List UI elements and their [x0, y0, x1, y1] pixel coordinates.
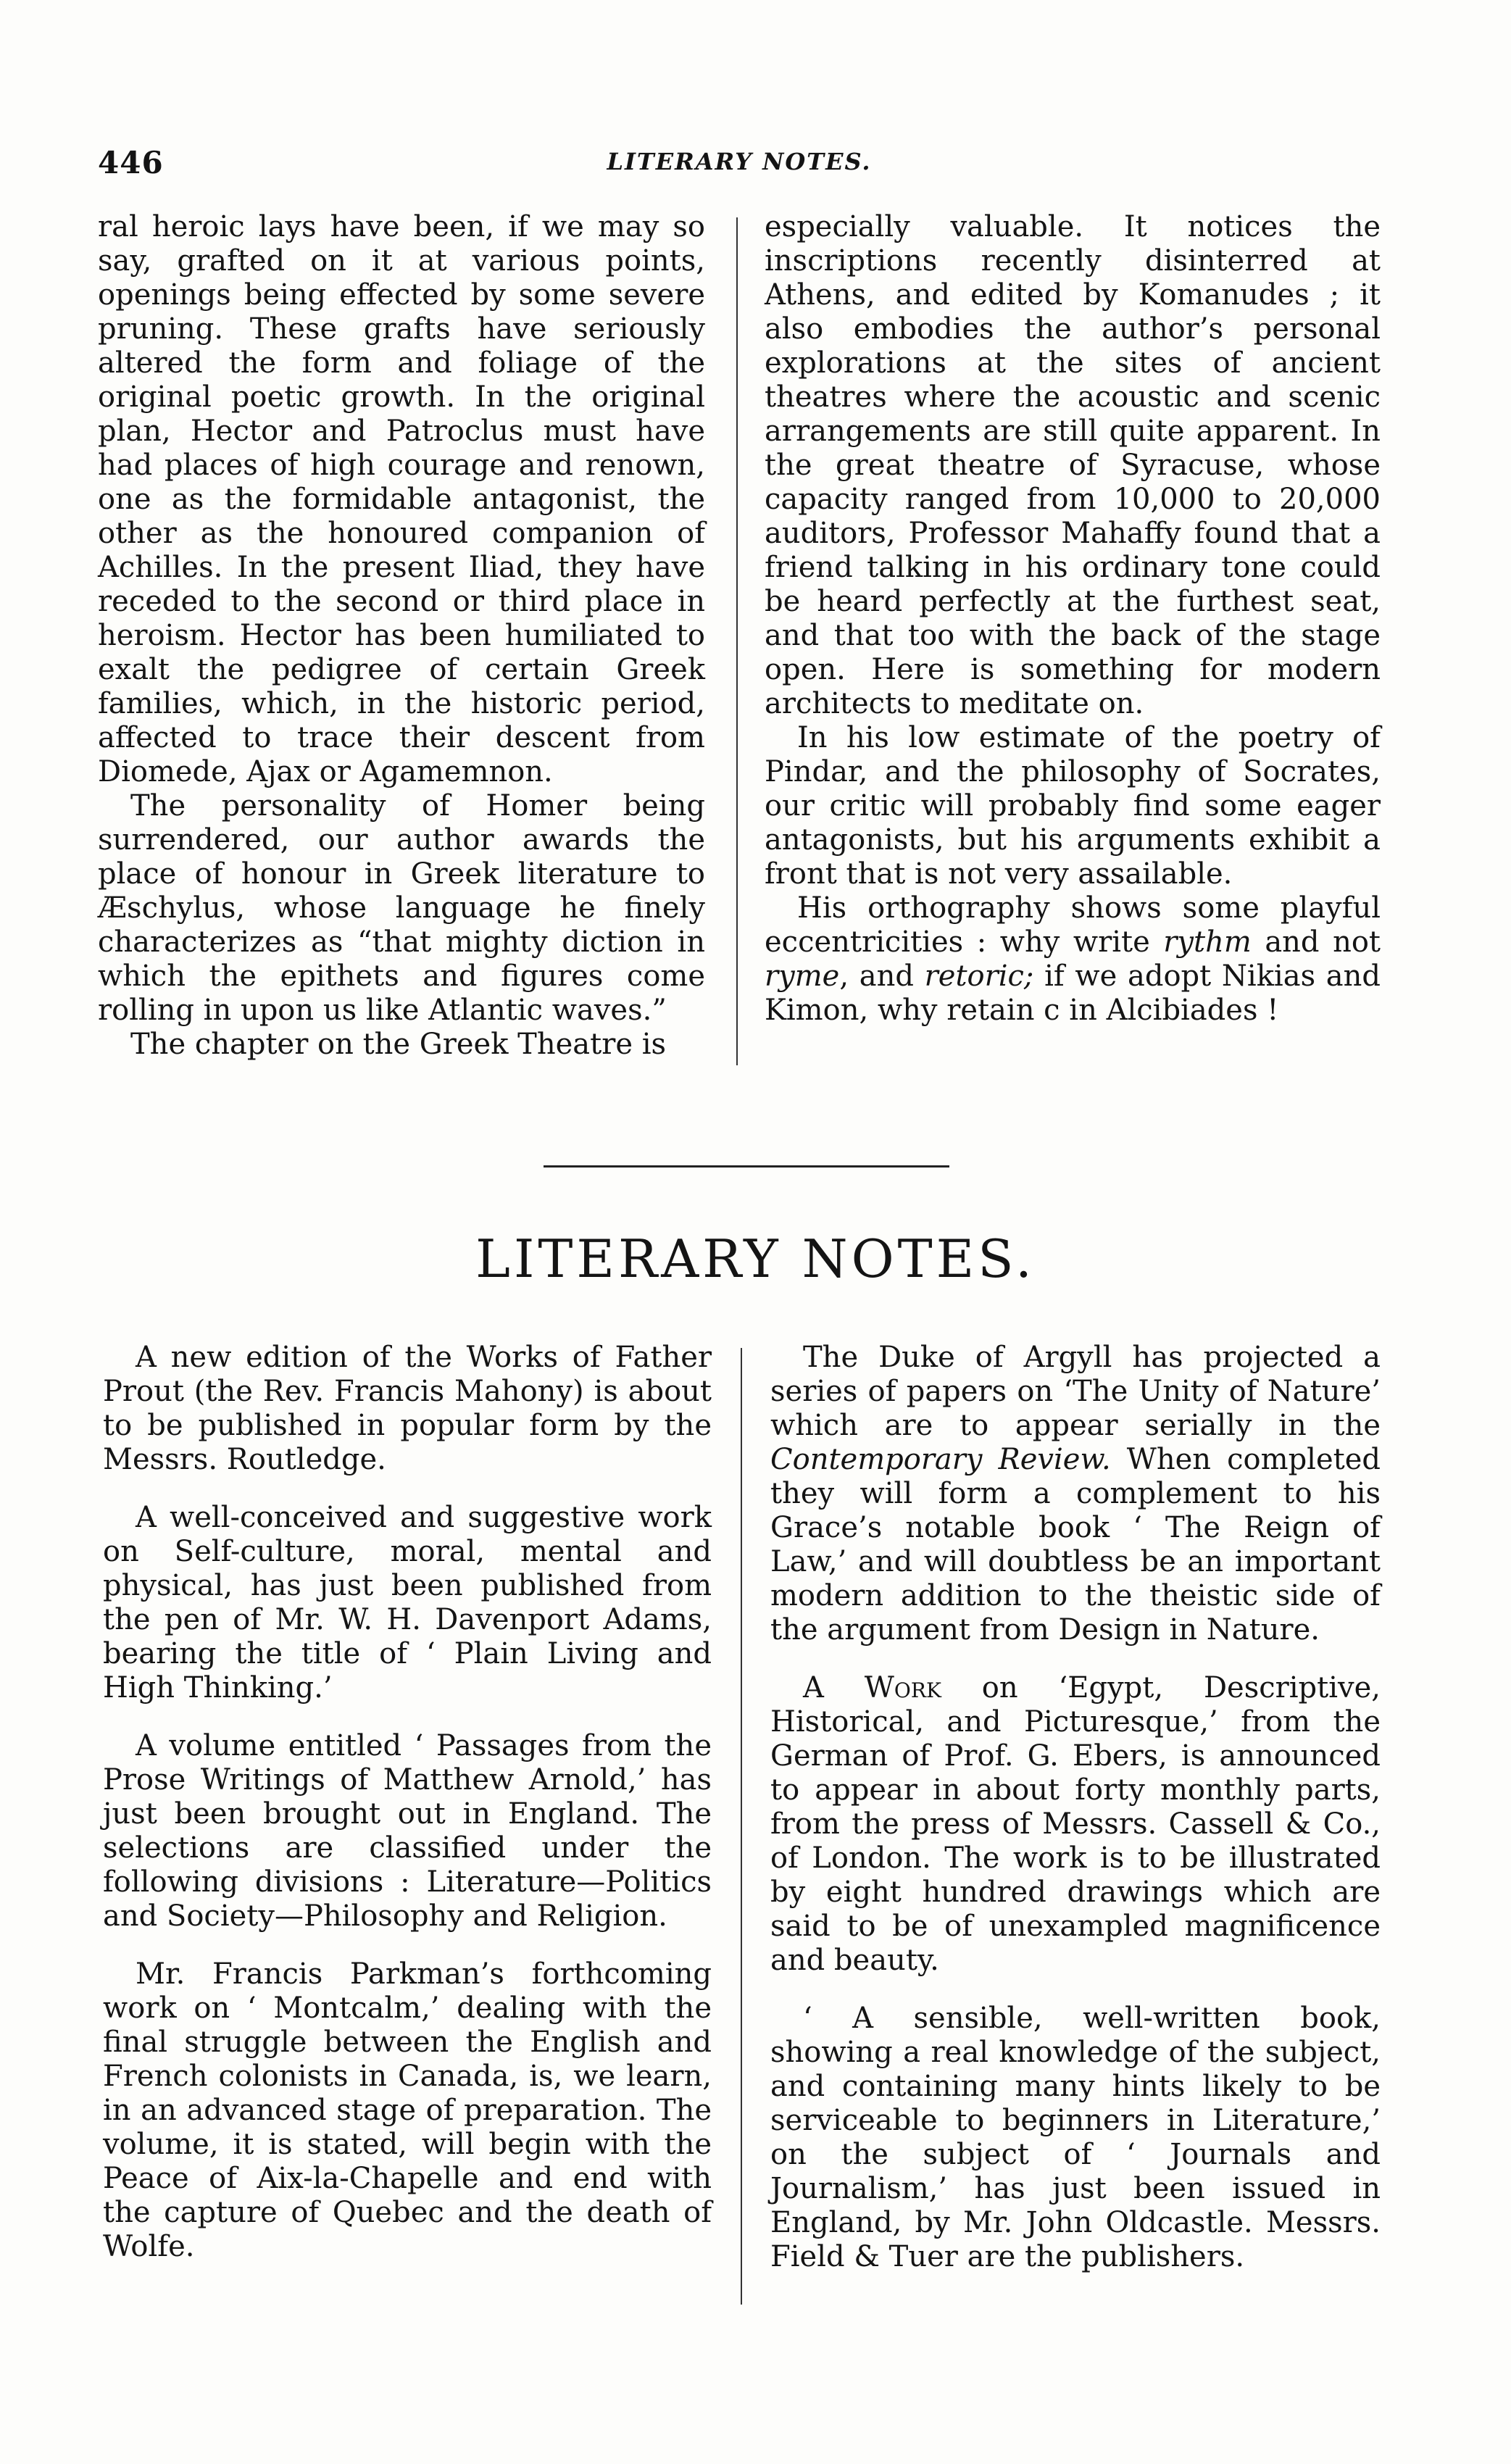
note-paragraph: A new edition of the Works of Father Prout (the Rev. Francis Mahony) is about to be published in popular form by the Messrs. Routledge. — [103, 1341, 712, 1476]
small-caps-lead: A Work — [803, 1671, 941, 1705]
note-paragraph: Mr. Francis Parkman’s forthcoming work on ‘ Montcalm,’ dealing with the final struggle between the English and French colonists in Canada, is, we learn, in an advanced stage of preparation. The volume, it is stated, will begin with the Peace of Aix-la-Chapelle and end with the capture of Quebec and the death of Wolfe. — [103, 1957, 712, 2263]
text-run: The Duke of Argyll has projected a series of papers on ‘The Unity of Nature’ which are to appear serially in the — [770, 1341, 1381, 1442]
review-paragraph: especially valuable. It notices the inscriptions recently disinterred at Athens, and edited by Komanudes ; it also embodies the author’s personal explorations at the sites of ancient theatres where the acoustic and scenic arrangements are still quite apparent. In the great theatre of Syracuse, whose capacity ranged from 10,000 to 20,000 auditors, Professor Mahaffy found that a friend talking in his ordinary tone could be heard perfectly at the furthest seat, and that too with the back of the stage open. Here is something for modern architects to meditate on. — [765, 210, 1381, 720]
page-header — [98, 145, 1381, 188]
italic-title: Contemporary Review. — [770, 1443, 1111, 1476]
notes-left-column — [103, 1341, 712, 2288]
column-divider — [736, 217, 738, 1065]
italic-word: ryme — [765, 960, 840, 993]
italic-word: retoric; — [924, 960, 1034, 993]
text-run: , and — [839, 960, 925, 993]
review-left-column — [98, 210, 705, 1062]
review-right-column — [765, 210, 1381, 1028]
running-head: LITERARY NOTES. — [607, 148, 872, 175]
note-paragraph: A well-conceived and suggestive work on Self-culture, moral, mental and physical, has just been published from the pen of Mr. W. H. Davenport Adams, bearing the title of ‘ Plain Living and High Thinking.’ — [103, 1501, 712, 1705]
review-paragraph: The chapter on the Greek Theatre is — [130, 1028, 667, 1061]
text-run: if we adopt Nikias and Kimon, why retain c in Alcibiades ! — [765, 960, 1381, 1027]
review-paragraph: The personality of Homer being surrendered, our author awards the place of honour in Greek literature to Æschylus, whose language he finely characterizes as “that mighty diction in which the epithets and figures come rolling in upon us like Atlantic waves.” — [98, 789, 705, 1027]
text-run: When completed they will form a complement to his Grace’s notable book ‘ The Reign of Law,’ and will doubtless be an important modern addition to the theistic side of the argument from Design in Nature. — [770, 1443, 1381, 1647]
section-title: LITERARY NOTES. — [475, 1228, 1036, 1289]
text-run: on ‘Egypt, Descriptive, Historical, and Picturesque,’ from the German of Prof. G. Ebers, is announced to appear in about forty monthly parts, from the press of Messrs. Cassell & Co., of London. The work is to be illustrated by eight hundred drawings which are said to be of unexampled magnificence and beauty. — [770, 1671, 1381, 1977]
italic-word: rythm — [1163, 925, 1252, 959]
note-paragraph: A volume entitled ‘ Passages from the Prose Writings of Matthew Arnold,’ has just been brought out in England. The selections are classified under the following divisions : Literature—Politics and Society—Philosophy and Religion. — [103, 1729, 712, 1933]
notes-right-column — [770, 1341, 1381, 2298]
text-run: His orthography shows some playful eccentricities : why write — [765, 891, 1381, 959]
column-divider — [741, 1348, 742, 2305]
note-paragraph — [770, 1341, 1381, 1647]
note-paragraph — [770, 1671, 1381, 1978]
note-paragraph: ‘ A sensible, well-written book, showing a real knowledge of the subject, and containing many hints likely to be serviceable to beginners in Literature,’ on the subject of ‘ Journals and Journalism,’ has just been issued in England, by Mr. John Oldcastle. Messrs. Field & Tuer are the publishers. — [770, 2002, 1381, 2273]
section-rule — [544, 1165, 949, 1168]
review-paragraph — [765, 891, 1381, 1028]
text-run: and not — [1251, 925, 1381, 959]
review-paragraph: ral heroic lays have been, if we may so say, grafted on it at various points, openings being effected by some severe pruning. These grafts have seriously altered the form and foliage of the original poetic growth. In the original plan, Hector and Patroclus must have had places of high courage and renown, one as the formidable antagonist, the other as the honoured companion of Achilles. In the present Iliad, they have receded to the second or third place in heroism. Hector has been humiliated to exalt the pedigree of certain Greek families, which, in the historic period, affected to trace their descent from Diomede, Ajax or Agamemnon. — [98, 210, 705, 788]
review-paragraph: In his low estimate of the poetry of Pindar, and the philosophy of Socrates, our critic will probably find some eager antagonists, but his arguments exhibit a front that is not very assailable. — [765, 721, 1381, 891]
page-number: 446 — [98, 145, 164, 180]
